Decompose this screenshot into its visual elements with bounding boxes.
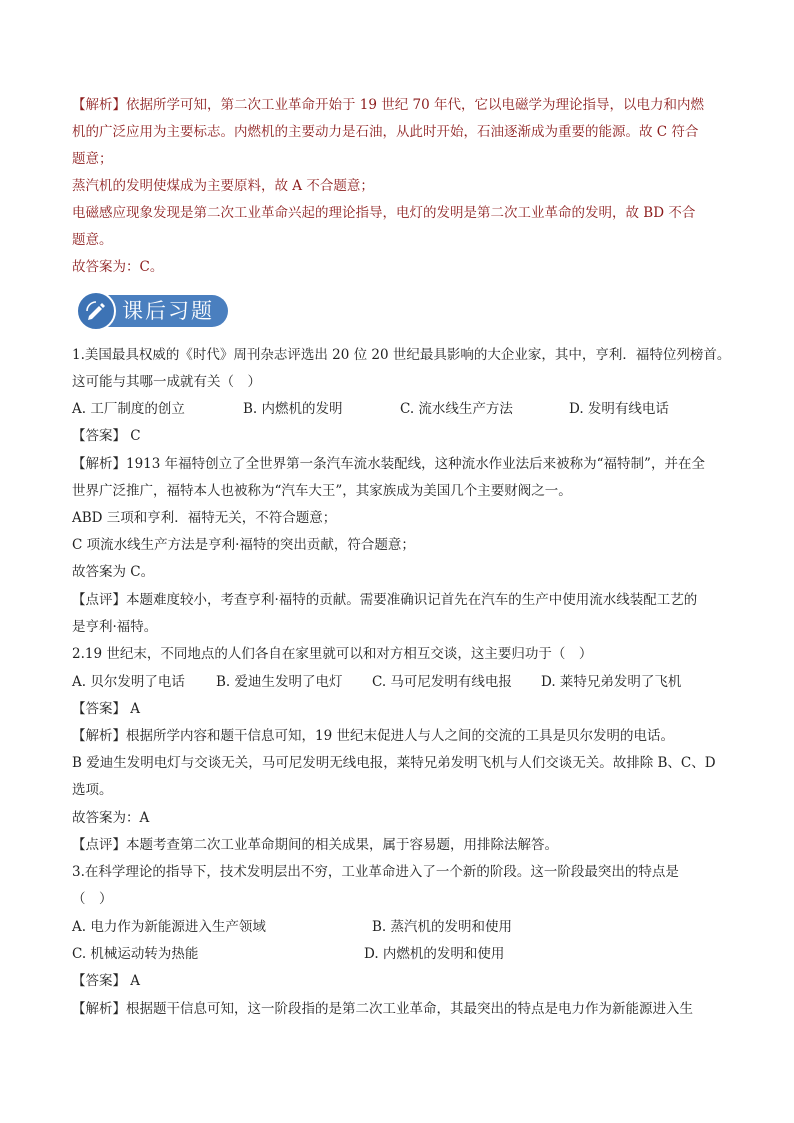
q2-option-b: B. 爱迪生发明了电灯 xyxy=(216,674,343,690)
q2-answer: 【答案】 A xyxy=(72,701,141,717)
q1-option-b: B. 内燃机的发明 xyxy=(243,401,343,417)
q1-stem-line-2: 这可能与其哪一成就有关（ ） xyxy=(72,374,261,390)
q1-comment-line-2: 是亨利·福特。 xyxy=(72,619,158,635)
q3-analysis-line-1: 【解析】根据题干信息可知，这一阶段指的是第二次工业革命，其最突出的特点是电力作为新能源进入生 xyxy=(72,1001,693,1017)
q2-analysis-line-2: B 爱迪生发明电灯与交谈无关，马可尼发明无线电报，莱特兄弟发明飞机与人们交谈无关。故排除 B、C、D xyxy=(72,755,716,771)
q1-option-c: C. 流水线生产方法 xyxy=(400,401,513,417)
q3-option-d: D. 内燃机的发明和使用 xyxy=(364,946,505,962)
q1-stem-line-1: 1.美国最具权威的《时代》周刊杂志评选出 20 位 20 世纪最具影响的大企业家，其中，亨利．福特位列榜首。 xyxy=(72,347,731,363)
q2-analysis-line-4: 故答案为：A xyxy=(72,810,150,826)
q1-option-a: A. 工厂制度的创立 xyxy=(72,401,185,417)
q1-answer: 【答案】 C xyxy=(72,428,141,444)
q3-option-c: C. 机械运动转为热能 xyxy=(72,946,199,962)
q1-option-d: D. 发明有线电话 xyxy=(569,401,669,417)
intro-analysis-line-4: 蒸汽机的发明使煤成为主要原料，故 A 不合题意； xyxy=(72,178,374,194)
q3-stem-line-1: 3.在科学理论的指导下，技术发明层出不穷，工业革命进入了一个新的阶段。这一阶段最突出的特点是 xyxy=(72,864,679,880)
section-title: 课后习题 xyxy=(122,299,214,323)
q2-analysis-line-3: 选项。 xyxy=(72,782,113,798)
q1-analysis-line-5: 故答案为 C。 xyxy=(72,564,155,580)
q1-analysis-line-3: ABD 三项和亨利．福特无关，不符合题意； xyxy=(72,510,337,526)
intro-analysis-line-2: 机的广泛应用为主要标志。内燃机的主要动力是石油，从此时开始，石油逐渐成为重要的能源。故 C 符合 xyxy=(72,124,699,140)
q2-option-d: D. 莱特兄弟发明了飞机 xyxy=(541,674,682,690)
q2-analysis-line-1: 【解析】根据所学内容和题干信息可知，19 世纪末促进人与人之间的交流的工具是贝尔发明的电话。 xyxy=(72,728,674,744)
q3-answer: 【答案】 A xyxy=(72,973,141,989)
q1-analysis-line-1: 【解析】1913 年福特创立了全世界第一条汽车流水装配线，这种流水作业法后来被称为“福特制”，并在全 xyxy=(72,456,705,472)
intro-answer-line: 故答案为：C。 xyxy=(72,259,164,275)
q3-option-a: A. 电力作为新能源进入生产领域 xyxy=(72,919,266,935)
pencil-icon xyxy=(76,291,116,331)
section-header xyxy=(76,291,228,331)
q1-comment-line-1: 【点评】本题难度较小，考查亨利·福特的贡献。需要准确识记首先在汽车的生产中使用流水线装配工艺的 xyxy=(72,592,698,608)
q3-stem-line-2: （ ） xyxy=(72,891,113,907)
intro-analysis-line-5: 电磁感应现象发现是第二次工业革命兴起的理论指导，电灯的发明是第二次工业革命的发明，故 BD 不合 xyxy=(72,205,696,221)
intro-analysis-line-6: 题意。 xyxy=(72,232,113,248)
q2-option-a: A. 贝尔发明了电话 xyxy=(72,674,185,690)
q1-analysis-line-2: 世界广泛推广，福特本人也被称为“汽车大王”，其家族成为美国几个主要财阀之一。 xyxy=(72,483,572,499)
intro-analysis-line-3: 题意； xyxy=(72,151,113,167)
q2-option-c: C. 马可尼发明有线电报 xyxy=(372,674,512,690)
q2-stem: 2.19 世纪末，不同地点的人们各自在家里就可以和对方相互交谈，这主要归功于（ ） xyxy=(72,646,593,662)
intro-analysis-line-1: 【解析】依据所学可知，第二次工业革命开始于 19 世纪 70 年代，它以电磁学为理论指导，以电力和内燃 xyxy=(72,97,705,113)
q2-comment: 【点评】本题考查第二次工业革命期间的相关成果，属于容易题，用排除法解答。 xyxy=(72,837,558,853)
q3-option-b: B. 蒸汽机的发明和使用 xyxy=(372,919,513,935)
q1-analysis-line-4: C 项流水线生产方法是亨利·福特的突出贡献，符合题意； xyxy=(72,537,415,553)
